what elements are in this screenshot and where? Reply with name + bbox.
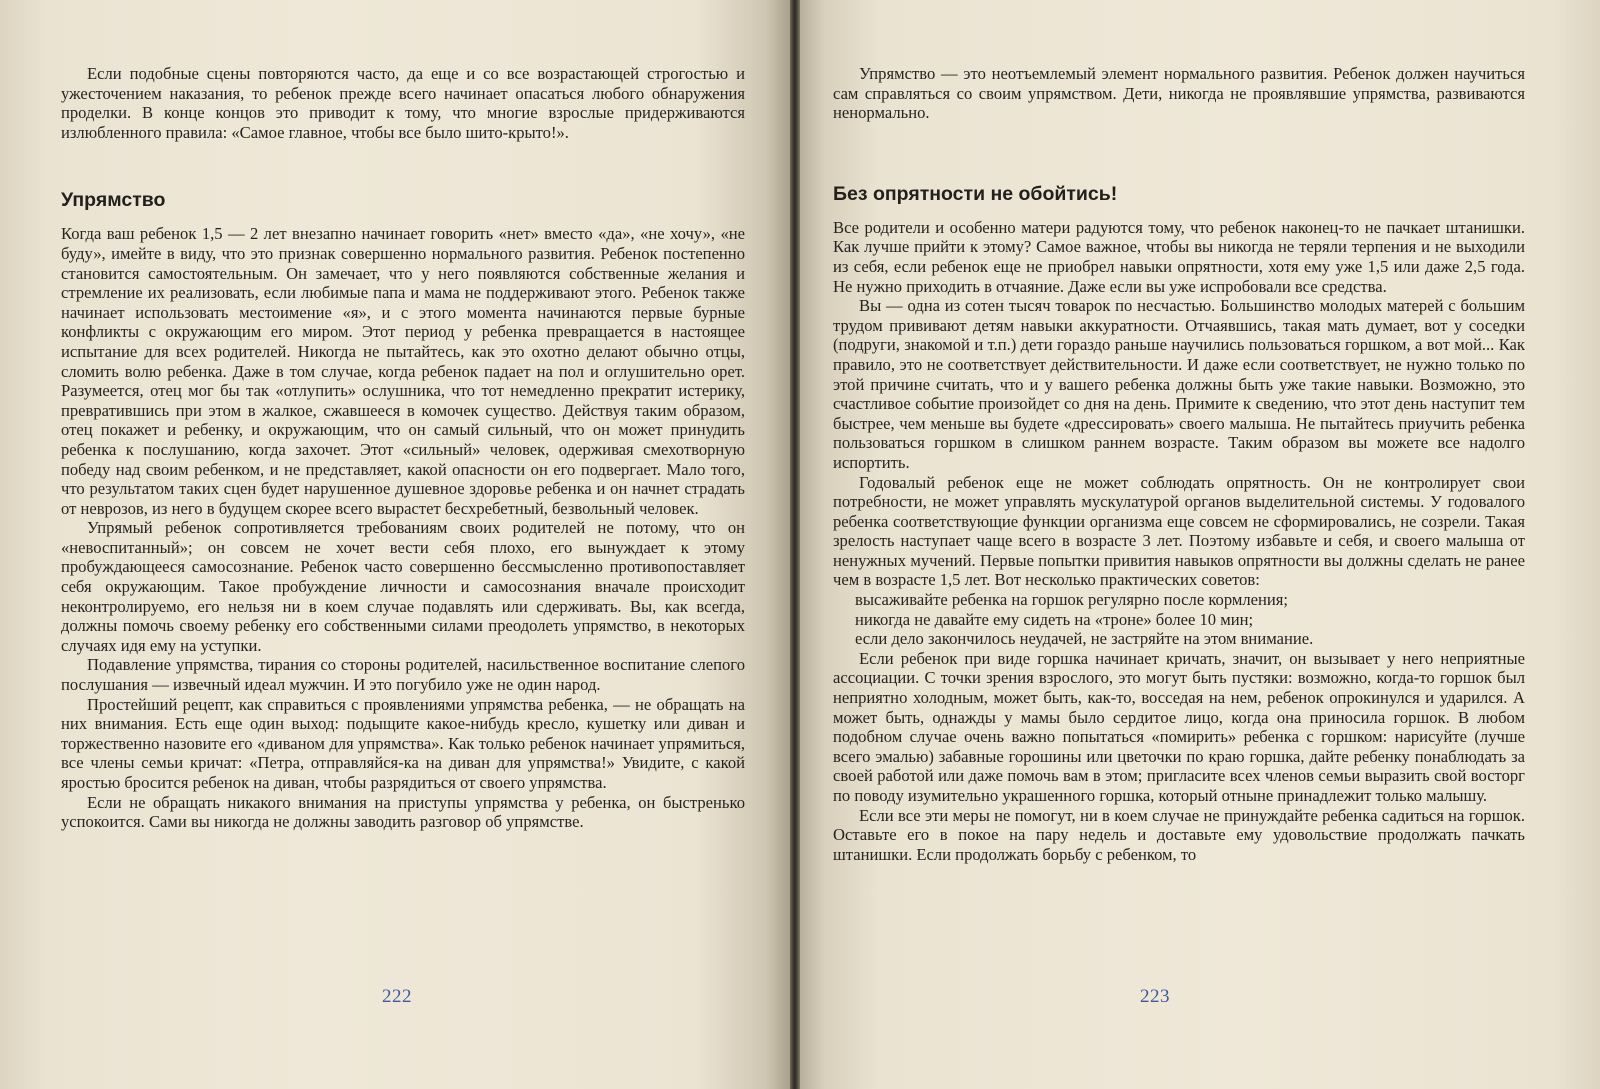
left-paragraph-4: Простейший рецепт, как справиться с проявлениями упрямства ребенка, — не обращать на них внимания. Есть еще один выход: подыщите какое-нибудь кресло, кушетку или диван и торжественно назовите его «диваном для упрямства». Как только ребенок начинает упрямиться, все члены семьи кричат: «Петра, отправляйся-ка на диван для упрямства!» Увидите, с какой яростью бросится ребенок на диван, чтобы разрядиться от своего упрямства.: [61, 694, 745, 792]
left-paragraph-1: Когда ваш ребенок 1,5 — 2 лет внезапно начинает говорить «нет» вместо «да», «не хочу», «не буду», имейте в виду, что это признак совершенно нормального развития. Ребенок постепенно становится самостоятельным. Он замечает, что у него появляются собственные желания и стремление их реализовать, если любимые папа и мама не поддерживают этого. Ребенок также начинает использовать местоимение «я», и с этого момента начинаются первые бурные конфликты с окружающим его миром. Этот период у ребенка превращается в настоящее испытание для всех родителей. Никогда не пытайтесь, как это охотно делают обычно отцы, сломить волю ребенка. Даже в том случае, когда ребенок падает на пол и оглушительно орет. Разумеется, отец мог бы так «отлупить» ослушника, что тот немедленно прекратит истерику, превратившись при этом в жалкое, сжавшееся в комочек существо. Действуя таким образом, отец покажет и ребенку, и окружающим, что он самый сильный, что он может принудить ребенка к послушанию, когда захочет. Этот «сильный» человек, одерживая смехотворную победу над своим ребенком, и не представляет, какой опасности он его подвергает. Мало того, что результатом таких сцен будет нарушенное душевное здоровье ребенка и он начнет страдать от неврозов, из него в будущем скорее всего вырастет бесхребетный, безвольный человек.: [61, 224, 745, 518]
advice-list-item: высаживайте ребенка на горшок регулярно после кормления;: [855, 590, 1289, 610]
advice-list-item: если дело закончилось неудачей, не застряйте на этом внимание.: [855, 629, 1314, 649]
left-paragraph-5: Если не обращать никакого внимания на приступы упрямства у ребенка, он быстренько успокоится. Сами вы никогда не должны заводить разговор об упрямстве.: [61, 792, 745, 832]
right-intro-paragraph: Упрямство — это неотъемлемый элемент нормального развития. Ребенок должен научиться сам справляться со своим упрямством. Дети, никогда не проявлявшие упрямства, развиваются ненормально.: [833, 64, 1525, 123]
left-paragraph-2: Упрямый ребенок сопротивляется требованиям своих родителей не потому, что он «невоспитанный»; он совсем не хочет вести себя плохо, его вынуждает к этому пробуждающееся самосознание. Ребенок часто совершенно бессмысленно противопоставляет себя окружающим. Такое пробуждение личности и самосознания вначале происходит неконтролируемо, его нельзя ни в коем случае подавлять или сдерживать. Вы, как всегда, должны помочь своему ребенку его собственными силами преодолеть упрямство, в некоторых случаях идя ему на уступки.: [61, 518, 745, 655]
advice-list-item: никогда не давайте ему сидеть на «троне» более 10 мин;: [855, 609, 1254, 629]
book-gutter: [790, 0, 800, 1089]
right-paragraph-1: Все родители и особенно матери радуются тому, что ребенок наконец-то не пачкает штанишки. Как лучше прийти к этому? Самое важное, чтобы вы никогда не теряли терпения и не выходили из себя, если ребенок еще не приобрел навыки опрятности, хотя ему уже 1,5 или даже 2,5 года. Не нужно приходить в отчаяние. Даже если вы уже испробовали все средства.: [833, 217, 1525, 296]
left-page-number: 222: [382, 986, 412, 1007]
right-paragraph-2: Вы — одна из сотен тысяч товарок по несчастью. Большинство молодых матерей с большим трудом прививают детям навыки аккуратности. Отчаявшись, такая мать думает, вот у соседки (подруги, знакомой и т.п.) дети гораздо раньше научились пользоваться горшком, а вот мой... Как правило, это не соответствует действительности. И даже если соответствует, не нужно только по этой причине считать, что и у вашего ребенка должны быть уже такие навыки. Возможно, это счастливое событие произойдет со дня на день. Примите к сведению, что этот день наступит тем быстрее, чем меньше вы будете «дрессировать» своего малыша. Не пытайтесь приучить ребенка пользоваться горшком в слишком раннем возрасте. Таким образом вы можете все надолго испортить.: [833, 296, 1525, 472]
left-page-text: [61, 64, 745, 832]
section-heading-stubbornness: Упрямство: [61, 189, 166, 212]
left-page: [0, 0, 790, 1089]
left-paragraph-3: Подавление упрямства, тирания со стороны родителей, насильственное воспитание слепого послушания — извечный идеал мужчин. И это погубило уже не один народ.: [61, 655, 745, 695]
right-paragraph-3: Годовалый ребенок еще не может соблюдать опрятность. Он не контролирует свои потребности, не может управлять мускулатурой органов выделительной системы. У годовалого ребенка соответствующие функции организма еще совсем не сформировались, не созрели. Такая зрелость наступает чаще всего в возрасте 3 лет. Поэтому избавьте и себя, и своего малыша от ненужных мучений. Первые попытки привития навыков опрятности вы должны сделать не ранее чем в возрасте 1,5 лет. Вот несколько практических советов:: [833, 472, 1525, 590]
left-intro-paragraph: Если подобные сцены повторяются часто, да еще и со все возрастающей строгостью и ужесточением наказания, то ребенок прежде всего начинает опасаться любого обнаружения проделки. В конце концов это приводит к тому, что многие взрослые придерживаются излюбленного правила: «Самое главное, чтобы все было шито-крыто!».: [61, 64, 745, 142]
section-heading-tidiness: Без опрятности не обойтись!: [833, 182, 1118, 205]
right-page-text: [833, 64, 1525, 864]
right-paragraph-5: Если все эти меры не помогут, ни в коем случае не принуждайте ребенка садиться на горшок. Оставьте его в покое на пару недель и доставьте ему удовольствие продолжать пачкать штанишки. Если продолжать борьбу с ребенком, то: [833, 805, 1525, 864]
right-page-number: 223: [1140, 986, 1170, 1007]
right-paragraph-4: Если ребенок при виде горшка начинает кричать, значит, он вызывает у него неприятные ассоциации. С точки зрения взрослого, это могут быть пустяки: возможно, когда-то горшок был неприятно холодным, может быть, как-то, восседая на нем, ребенок опрокинулся и ударился. А может быть, однажды у мамы было сердитое лицо, когда она приносила горшок. В любом подобном случае очень важно попытаться «помирить» ребенка с горшком: нарисуйте (лучше всего эмалью) забавные горошины или цветочки по краю горшка, дайте ребенку понаблюдать за своей работой или даже помочь вам в этом; пригласите всех членов семьи выразить свой восторг по поводу изумительно украшенного горшка, который отныне принадлежит только малышу.: [833, 648, 1525, 805]
right-page: [800, 0, 1600, 1089]
